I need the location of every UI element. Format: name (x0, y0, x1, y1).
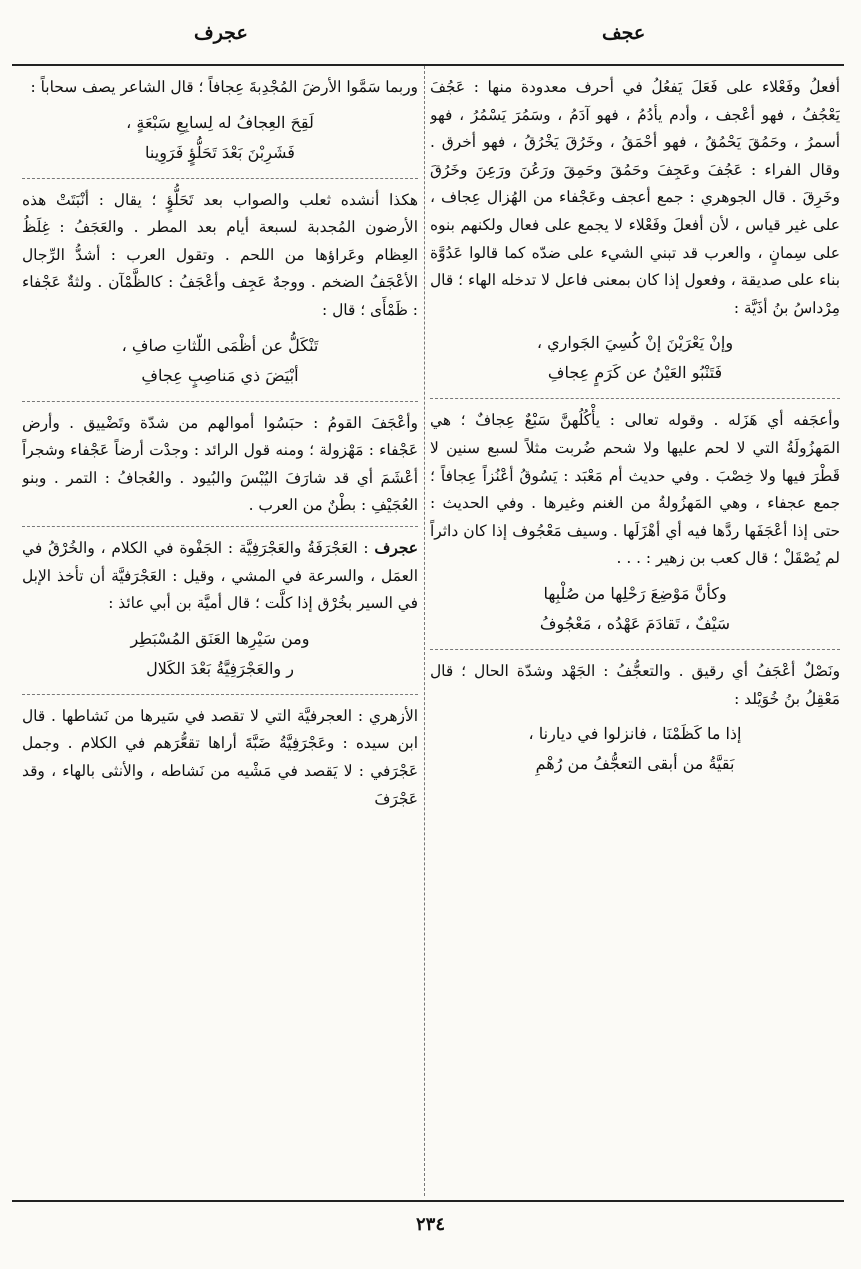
right-column (430, 74, 840, 1194)
entry-paragraph (22, 535, 418, 618)
running-header-right: عجف (602, 22, 646, 44)
verse-line: أبْيَضَ ذي مَناصِبٍ عِجافِ (141, 365, 299, 385)
verse-line: فَشَرِبْنَ بَعْدَ تَحَلُّؤٍ فَرَوِينا (145, 142, 295, 162)
paragraph: وأعْجَفَ القومُ : حبَسُوا أموالهم من شدّة وتَضْييق . وأرض عَجْفاء : مَهْزولة ؛ ومنه قول الرائد : وجدْت أرضاً عَجْفاء وشجراً أعْشَمَ أي قد شارَفَ اليُبْسَ والبُيود . والعُجافُ : التمر . وبنو العُجَيْفِ : بطْنٌ من العرب . (22, 413, 418, 515)
verse-line: ر والعَجْرَفِيَّةُ بَعْدَ الكَلال (146, 658, 294, 678)
paragraph: الأزهري : العجرفيَّة التي لا تقصد في سَيرها من نَشاطها . قال ابن سيده : وعَجْرَفِيَّةُ ضَبَّةَ أراها تقعُّرَهم في الكلام . وجمل عَجْرَفي : لا يَقصد في مَشْيه من نَشاطه ، والأنثى بالهاء ، وقد عَجْرَفَ (22, 706, 418, 808)
page-number: ٢٣٤ (415, 1214, 445, 1235)
entry-text: : العَجْرَفَةُ والعَجْرَفِيَّة : الجَفْوة في الكلام ، والخُرْقُ في العمَل ، والسرعة في المشي ، وقيل : العَجْرَفيَّة أن تأخذ الإبل في السير بخُرْق إذا كلَّت ؛ قال أميَّة بن أبي عائذ : (22, 538, 418, 613)
verse (430, 328, 840, 388)
column-divider (424, 66, 425, 1196)
separator (22, 526, 418, 527)
verse-line: وإنْ يَعْرَيْنَ إنْ كُسِيَ الجَواري ، (536, 333, 734, 353)
paragraph: أفعلُ وفَعْلاء على فَعَلَ يَفعُلُ في أحرف معدودة منها : عَجُفَ يَعْجُفُ ، فهو أعْجف ، وأدم يأدُمُ ، فهو آدَمُ ، وسَمُرَ يَسْمُرُ ، فهو أسمرُ ، وحَمُقَ يَحْمُقُ ، فهو أحْمَقُ ، وخَرُقَ يَخْرُقُ ، فهو أخرق . وقال الفراء : عَجُفَ وعَجِفَ وحَمُقَ وحَمِقَ ورَعُنَ ورَعِنَ وخَرُقَ وخَرِقَ . قال الجوهري : جمع أعجف وعَجْفاء من الهُزال عِجاف ، على غير قياس ، لأن أفعلَ وفَعْلاء لا يجمع على فعال ولكنهم بنوه على سِمانٍ ، والعرب قد تبني الشيء على ضدّه كما قالوا عَدُوَّة بناء على صديقة ، وفعول إذا كان بمعنى فاعل لا تدخله الهاء ؛ قال مِرْداسُ بنُ أذَيَّة : (430, 78, 840, 317)
verse-line: بَقيَّةُ من أبقى التعجُّفُ من رُهْمِ (535, 754, 735, 774)
verse-line: تَنْكَلُّ عن أظْمَى اللّثاتِ صافِ ، (121, 335, 319, 355)
separator (430, 649, 840, 650)
separator (430, 398, 840, 399)
verse-line: سَيْفٌ ، تَقادَمَ عَهْدُه ، مَعْجُوفُ (539, 613, 731, 633)
bottom-rule (12, 1200, 844, 1202)
paragraph: وأعجَفه أي هَزَله . وقوله تعالى : يأْكُلُهنَّ سَبْعٌ عِجافٌ ؛ هي المَهزُولَةُ التي لا لحم عليها ولا شحم ضُربت مثلاً لسبع سنين لا قَطْرَ فيها ولا خِصْبَ . وفي حديث أم مَعْبَد : يَسُوقُ أعْنُزاً عِجافاً ؛ جمع عجفاء ، وهي المَهزُولةُ من الغنم وغيرها . وفي الحديث : حتى إذا أعْجَفَها ردَّها فيه أي أهْزَلَها . وسيف مَعْجُوف إذا كان داثراً لم يُصْقَلْ ؛ قال كعب بن زهير : . . . (430, 411, 840, 568)
left-column (22, 74, 418, 1194)
paragraph: ونَصْلٌ أعْجَفُ أي رقيق . والتعجُّفُ : الجَهْد وشدّة الحال ؛ قال مَعْقِلُ بنُ خُوَيْلد : (430, 661, 840, 708)
verse-line: إذا ما كَظَمْنَا ، فانزلوا في ديارنا ، (528, 724, 742, 744)
entry-headword: عجرف (374, 538, 418, 557)
top-rule (12, 64, 844, 66)
separator (22, 178, 418, 179)
verse (22, 331, 418, 391)
running-header-left: عجرف (194, 22, 248, 44)
verse (430, 719, 840, 779)
verse (22, 108, 418, 168)
verse (430, 579, 840, 639)
verse-line: ومن سَيْرِها العَنَق المُسْبَطِر (130, 628, 310, 648)
paragraph: هكذا أنشده ثعلب والصواب بعد تَحَلُّؤٍ ؛ يقال : أنْبَتَتْ هذه الأرضون المُجدبة لسبعة أيام بعد المطر . والعَجَفُ : غِلَظُ العِظام وعَراؤها من اللحم . وتقول العرب : أشدُّ الرِّجال الأعْجَفُ الضخم . ووجهٌ عَجِف وأعْجَفُ : كالظَّمْآن . ولثةٌ عَجْفاء : ظَمْأَى ؛ قال : (22, 190, 418, 319)
verse-line: فَتَنْبُو العَيْنُ عن كَرَمٍ عِجافِ (547, 363, 723, 383)
separator (22, 694, 418, 695)
verse-line: وكأنَّ مَوْضِعَ رَحْلِها من صُلْبِها (543, 583, 727, 603)
separator (22, 401, 418, 402)
verse-line: لَقِحَ العِجافُ له لِسابِعِ سَبْعَةٍ ، (126, 112, 314, 132)
paragraph: وربما سَمَّوا الأرضَ المُجْدِبةَ عِجافاً ؛ قال الشاعر يصف سحاباً : (30, 78, 418, 96)
verse (22, 624, 418, 684)
